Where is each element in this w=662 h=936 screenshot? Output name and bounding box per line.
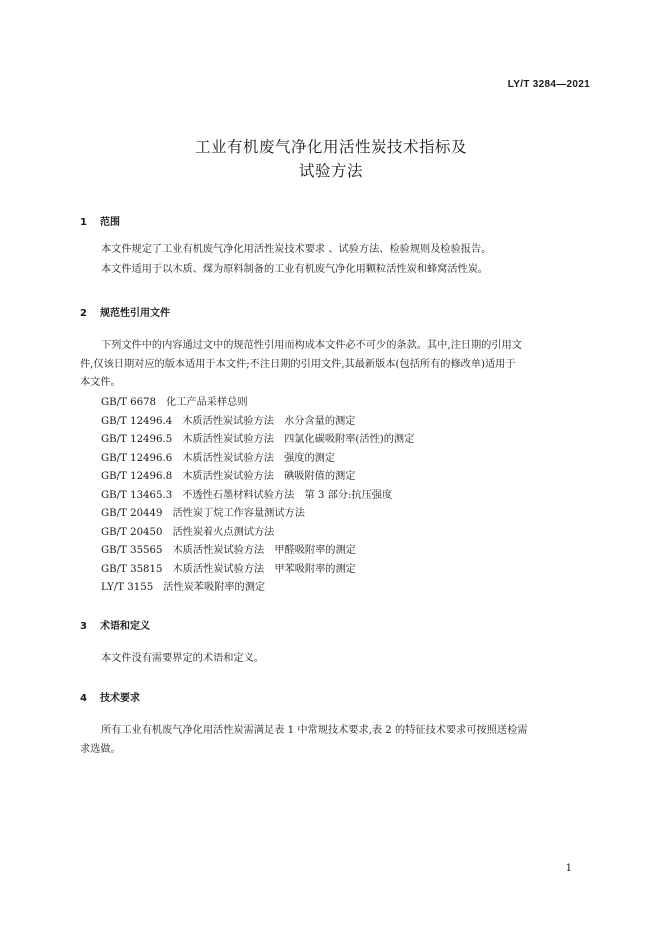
reference-title: 活性炭丁烷工作容量测试方法	[172, 508, 305, 519]
reference-item	[101, 450, 414, 469]
paragraph-line: 所有工业有机废气净化用活性炭需满足表 1 中常规技术要求,表 2 的特征技术要求可按照送检需	[101, 725, 528, 736]
paragraph-line: 求选做。	[80, 743, 121, 755]
standard-code: LY/T 3284—2021	[507, 79, 590, 90]
reference-code: GB/T 12496.8	[101, 471, 173, 482]
scope-paragraph-1	[80, 241, 592, 260]
normative-references-paragraph	[80, 337, 592, 393]
reference-code: GB/T 6678	[101, 397, 157, 408]
reference-item	[101, 431, 414, 450]
paragraph-line: 本文件。	[80, 377, 121, 388]
reference-title: 木质活性炭试验方法 甲苯吸附率的测定	[172, 563, 356, 575]
reference-item	[101, 542, 414, 561]
section-title: 术语和定义	[100, 621, 150, 632]
reference-title: 木质活性炭试验方法 碘吸附值的测定	[182, 471, 356, 482]
section-number: 4	[80, 693, 87, 704]
reference-item	[101, 413, 414, 432]
reference-title: 木质活性炭试验方法 强度的测定	[182, 452, 336, 464]
section-title: 技术要求	[100, 693, 140, 704]
reference-title: 木质活性炭试验方法 四氯化碳吸附率(活性)的测定	[182, 434, 415, 445]
section-heading-normative-references	[80, 304, 170, 319]
reference-item	[101, 505, 414, 524]
section-number: 1	[80, 217, 87, 228]
reference-code: GB/T 20450	[101, 526, 163, 538]
section-heading-technical-requirements	[80, 689, 140, 704]
reference-list	[101, 394, 414, 598]
title-line-1: 工业有机废气净化用活性炭技术指标及	[194, 138, 467, 156]
reference-title: 活性炭苯吸附率的测定	[163, 582, 266, 593]
reference-title: 木质活性炭试验方法 水分含量的测定	[182, 415, 356, 427]
paragraph-line: 本文件规定了工业有机废气净化用活性炭技术要求 、试验方法、检验规则及检验报告。	[101, 244, 492, 255]
reference-title: 活性炭着火点测试方法	[172, 526, 275, 538]
document-title	[0, 135, 662, 183]
reference-code: GB/T 20449	[101, 508, 163, 519]
section-heading-terms	[80, 617, 150, 632]
paragraph-line: 本文件适用于以木质、煤为原料制备的工业有机废气净化用颗粒活性炭和蜂窝活性炭。	[101, 264, 489, 275]
section-number: 2	[80, 308, 87, 319]
reference-code: GB/T 13465.3	[101, 489, 173, 501]
page-number: 1	[565, 863, 572, 874]
paragraph-line: 下列文件中的内容通过文中的规范性引用而构成本文件必不可少的条款。其中,注日期的引用文	[101, 340, 522, 351]
reference-item	[101, 487, 414, 506]
section-heading-scope	[80, 213, 120, 228]
title-line-2: 试验方法	[298, 162, 363, 180]
scope-paragraph-2	[80, 261, 592, 280]
reference-code: GB/T 35815	[101, 563, 163, 575]
reference-code: GB/T 12496.6	[101, 452, 173, 464]
reference-item	[101, 579, 414, 598]
reference-title: 木质活性炭试验方法 甲醛吸附率的测定	[172, 545, 356, 556]
reference-title: 化工产品采样总则	[166, 397, 248, 408]
technical-requirements-paragraph	[80, 722, 592, 759]
section-number: 3	[80, 621, 87, 632]
reference-code: GB/T 12496.5	[101, 434, 173, 445]
reference-code: LY/T 3155	[101, 582, 154, 593]
reference-item	[101, 524, 414, 543]
reference-item	[101, 561, 414, 580]
paragraph-line: 件,仅该日期对应的版本适用于本文件;不注日期的引用文件,其最新版本(包括所有的修改单)适用于	[80, 358, 516, 370]
reference-code: GB/T 35565	[101, 545, 163, 556]
terms-paragraph	[80, 650, 592, 669]
reference-title: 不透性石墨材料试验方法 第 3 部分:抗压强度	[182, 489, 393, 501]
paragraph-line: 本文件没有需要界定的术语和定义。	[101, 653, 264, 664]
reference-code: GB/T 12496.4	[101, 415, 173, 427]
reference-item	[101, 468, 414, 487]
reference-item	[101, 394, 414, 413]
section-title: 范围	[100, 217, 120, 228]
section-title: 规范性引用文件	[100, 308, 170, 319]
